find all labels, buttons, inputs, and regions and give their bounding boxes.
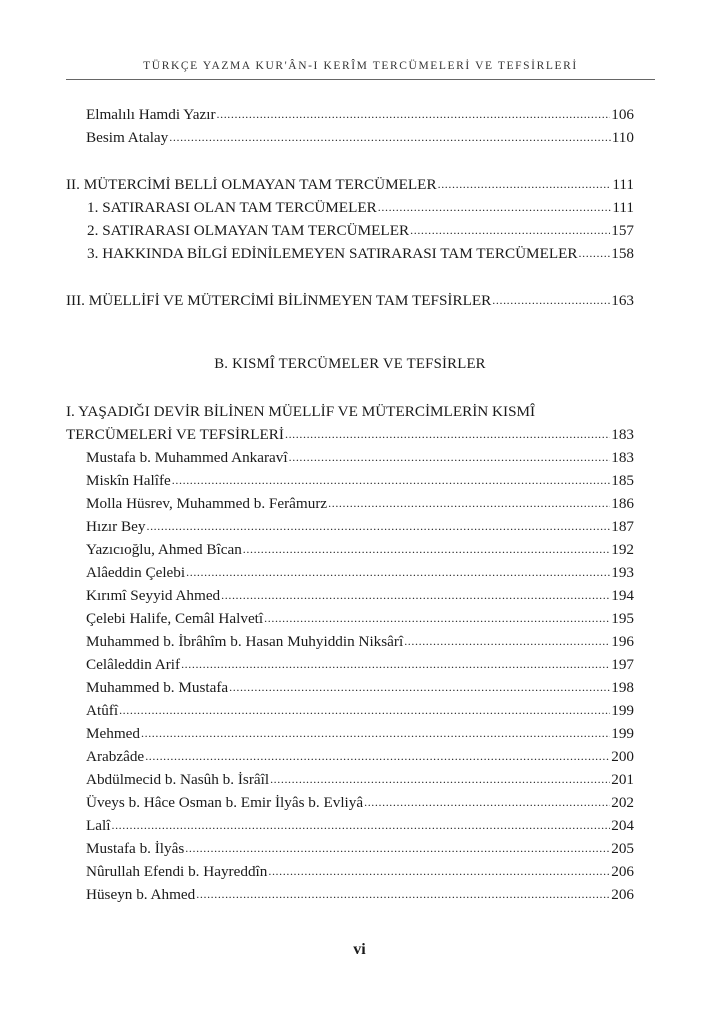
- page-number: vi: [353, 941, 366, 958]
- dot-leader: [268, 859, 610, 883]
- toc-entry-page: 194: [611, 587, 634, 604]
- dot-leader: [404, 629, 610, 653]
- toc-entry-title: Mehmed: [86, 725, 140, 742]
- dot-leader: [146, 514, 610, 538]
- toc-entry[interactable]: [66, 630, 634, 653]
- toc-entry-title: III. MÜELLİFİ VE MÜTERCİMİ BİLİNMEYEN TAM TEFSİRLER: [66, 292, 492, 309]
- dot-leader: [264, 606, 610, 630]
- dot-leader: [145, 744, 610, 768]
- toc-entry[interactable]: [66, 446, 634, 469]
- toc-entry-title: Muhammed b. Mustafa: [86, 679, 229, 696]
- toc-entry-title: Mustafa b. İlyâs: [86, 840, 185, 857]
- toc-entry-page: 187: [611, 518, 634, 535]
- toc-entry-title: Arabzâde: [86, 748, 145, 765]
- toc-entry[interactable]: [66, 814, 634, 837]
- toc-entry-title: Atûfî: [86, 702, 119, 719]
- dot-leader: [328, 491, 610, 515]
- toc-entry-page: 205: [611, 840, 634, 857]
- dot-leader: [364, 790, 610, 814]
- toc-entry[interactable]: [66, 126, 634, 149]
- dot-leader: [378, 195, 612, 219]
- dot-leader: [229, 675, 610, 699]
- toc-entry[interactable]: [66, 768, 634, 791]
- toc-entry[interactable]: [66, 423, 634, 446]
- toc-entry-page: 163: [611, 292, 634, 309]
- dot-leader: [141, 721, 610, 745]
- toc-entry-title: Çelebi Halife, Cemâl Halvetî: [86, 610, 264, 627]
- dot-leader: [243, 537, 610, 561]
- toc-entry-page: 192: [611, 541, 634, 558]
- toc-entry[interactable]: [66, 219, 634, 242]
- toc-entry-title: Alâeddin Çelebi: [86, 564, 186, 581]
- toc-entry[interactable]: [66, 469, 634, 492]
- toc-entry-page: 111: [612, 176, 634, 193]
- toc-entry-title: Yazıcıoğlu, Ahmed Bîcan: [86, 541, 242, 558]
- toc-entry[interactable]: [66, 676, 634, 699]
- toc-entry-title: Nûrullah Efendi b. Hayreddîn: [86, 863, 268, 880]
- toc-entry-title: Üveys b. Hâce Osman b. Emir İlyâs b. Evliyâ: [86, 794, 364, 811]
- dot-leader: [579, 241, 611, 265]
- toc-entry-title: 3. HAKKINDA BİLGİ EDİNİLEMEYEN SATIRARASI TAM TERCÜMELER: [87, 245, 578, 262]
- toc-entry-page: 195: [611, 610, 634, 627]
- toc-entry-page: 206: [611, 886, 634, 903]
- dot-leader: [289, 445, 611, 469]
- toc-entry[interactable]: [66, 289, 634, 312]
- section-b-title-line: I. YAŞADIĞI DEVİR BİLİNEN MÜELLİF VE MÜTERCİMLERİN KISMÎ: [66, 403, 536, 420]
- toc-entry-page: 201: [611, 771, 634, 788]
- toc-entry-title: Lalî: [86, 817, 111, 834]
- toc-entry-title: Abdülmecid b. Nasûh b. İsrâîl: [86, 771, 270, 788]
- toc-entry-title: Miskîn Halîfe: [86, 472, 171, 489]
- toc-entry-page: 106: [611, 106, 634, 123]
- dot-leader: [492, 288, 610, 312]
- toc-entry[interactable]: [66, 584, 634, 607]
- toc-entry-page: 206: [611, 863, 634, 880]
- toc-entry-page: 111: [612, 199, 634, 216]
- dot-leader: [172, 468, 610, 492]
- toc-entry-page: 199: [611, 702, 634, 719]
- toc-entry[interactable]: [66, 791, 634, 814]
- toc-entry[interactable]: [66, 837, 634, 860]
- toc-entry-page: 204: [611, 817, 634, 834]
- toc-entry-page: 183: [611, 449, 634, 466]
- toc-entry[interactable]: [66, 173, 634, 196]
- dot-leader: [111, 813, 610, 837]
- toc-entry-page: 198: [611, 679, 634, 696]
- toc-entry-title: Muhammed b. İbrâhîm b. Hasan Muhyiddin Niksârî: [86, 633, 404, 650]
- header-rule: [66, 79, 655, 80]
- toc-entry-page: 185: [611, 472, 634, 489]
- toc-entry-title: Besim Atalay: [86, 129, 169, 146]
- toc-entry[interactable]: [66, 538, 634, 561]
- toc-entry-title: Elmalılı Hamdi Yazır: [86, 106, 216, 123]
- toc-entry-page: 158: [611, 245, 634, 262]
- dot-leader: [410, 218, 610, 242]
- toc-entry-title: 1. SATIRARASI OLAN TAM TERCÜMELER: [87, 199, 377, 216]
- toc-entry-page: 199: [611, 725, 634, 742]
- dot-leader: [119, 698, 610, 722]
- toc-entry[interactable]: [66, 561, 634, 584]
- toc-entry[interactable]: [66, 699, 634, 722]
- toc-entry[interactable]: [66, 492, 634, 515]
- toc-entry-title: II. MÜTERCİMİ BELLİ OLMAYAN TAM TERCÜMELER: [66, 176, 437, 193]
- dot-leader: [181, 652, 610, 676]
- toc-entry[interactable]: [66, 883, 634, 906]
- toc-entry-page: 200: [611, 748, 634, 765]
- dot-leader: [270, 767, 610, 791]
- toc-entry-page: 193: [611, 564, 634, 581]
- dot-leader: [186, 560, 610, 584]
- toc-entry[interactable]: [66, 722, 634, 745]
- toc-entry-page: 196: [611, 633, 634, 650]
- running-head: TÜRKÇE YAZMA KUR'ÂN-I KERÎM TERCÜMELERİ VE TEFSİRLERİ: [143, 60, 578, 72]
- dot-leader: [221, 583, 610, 607]
- dot-leader: [217, 102, 611, 126]
- dot-leader: [185, 836, 610, 860]
- toc-entry[interactable]: [66, 745, 634, 768]
- dot-leader: [169, 125, 611, 149]
- section-b-heading: B. KISMÎ TERCÜMELER VE TEFSİRLER: [214, 356, 486, 372]
- toc-entry[interactable]: [66, 653, 634, 676]
- spacer: [66, 149, 634, 173]
- toc-entry-page: 183: [611, 426, 634, 443]
- dot-leader: [196, 882, 610, 906]
- toc-entry-title: Hüseyn b. Ahmed: [86, 886, 196, 903]
- toc-entry[interactable]: [66, 242, 634, 265]
- dot-leader: [438, 172, 612, 196]
- toc-entry-title: 2. SATIRARASI OLMAYAN TAM TERCÜMELER: [87, 222, 410, 239]
- toc-entry-page: 157: [611, 222, 634, 239]
- toc-entry-title: Celâleddin Arif: [86, 656, 181, 673]
- spacer: [66, 376, 634, 400]
- toc-entry[interactable]: [66, 607, 634, 630]
- toc-entry[interactable]: [66, 860, 634, 883]
- toc-entry[interactable]: [66, 515, 634, 538]
- toc-entry-page: 197: [611, 656, 634, 673]
- toc-entry-title: Kırımî Seyyid Ahmed: [86, 587, 221, 604]
- spacer: [66, 265, 634, 289]
- toc-entry-title: Mustafa b. Muhammed Ankaravî: [86, 449, 288, 466]
- table-of-contents: [66, 103, 634, 906]
- toc-entry[interactable]: [66, 103, 634, 126]
- toc-entry-title: Molla Hüsrev, Muhammed b. Ferâmurz: [86, 495, 328, 512]
- toc-entry-page: 186: [611, 495, 634, 512]
- toc-entry-page: 110: [611, 129, 634, 146]
- toc-entry-title: Hızır Bey: [86, 518, 146, 535]
- toc-entry-title: TERCÜMELERİ VE TEFSİRLERİ: [66, 426, 284, 443]
- dot-leader: [285, 422, 610, 446]
- toc-entry-page: 202: [611, 794, 634, 811]
- spacer: [66, 312, 634, 353]
- toc-entry[interactable]: [66, 196, 634, 219]
